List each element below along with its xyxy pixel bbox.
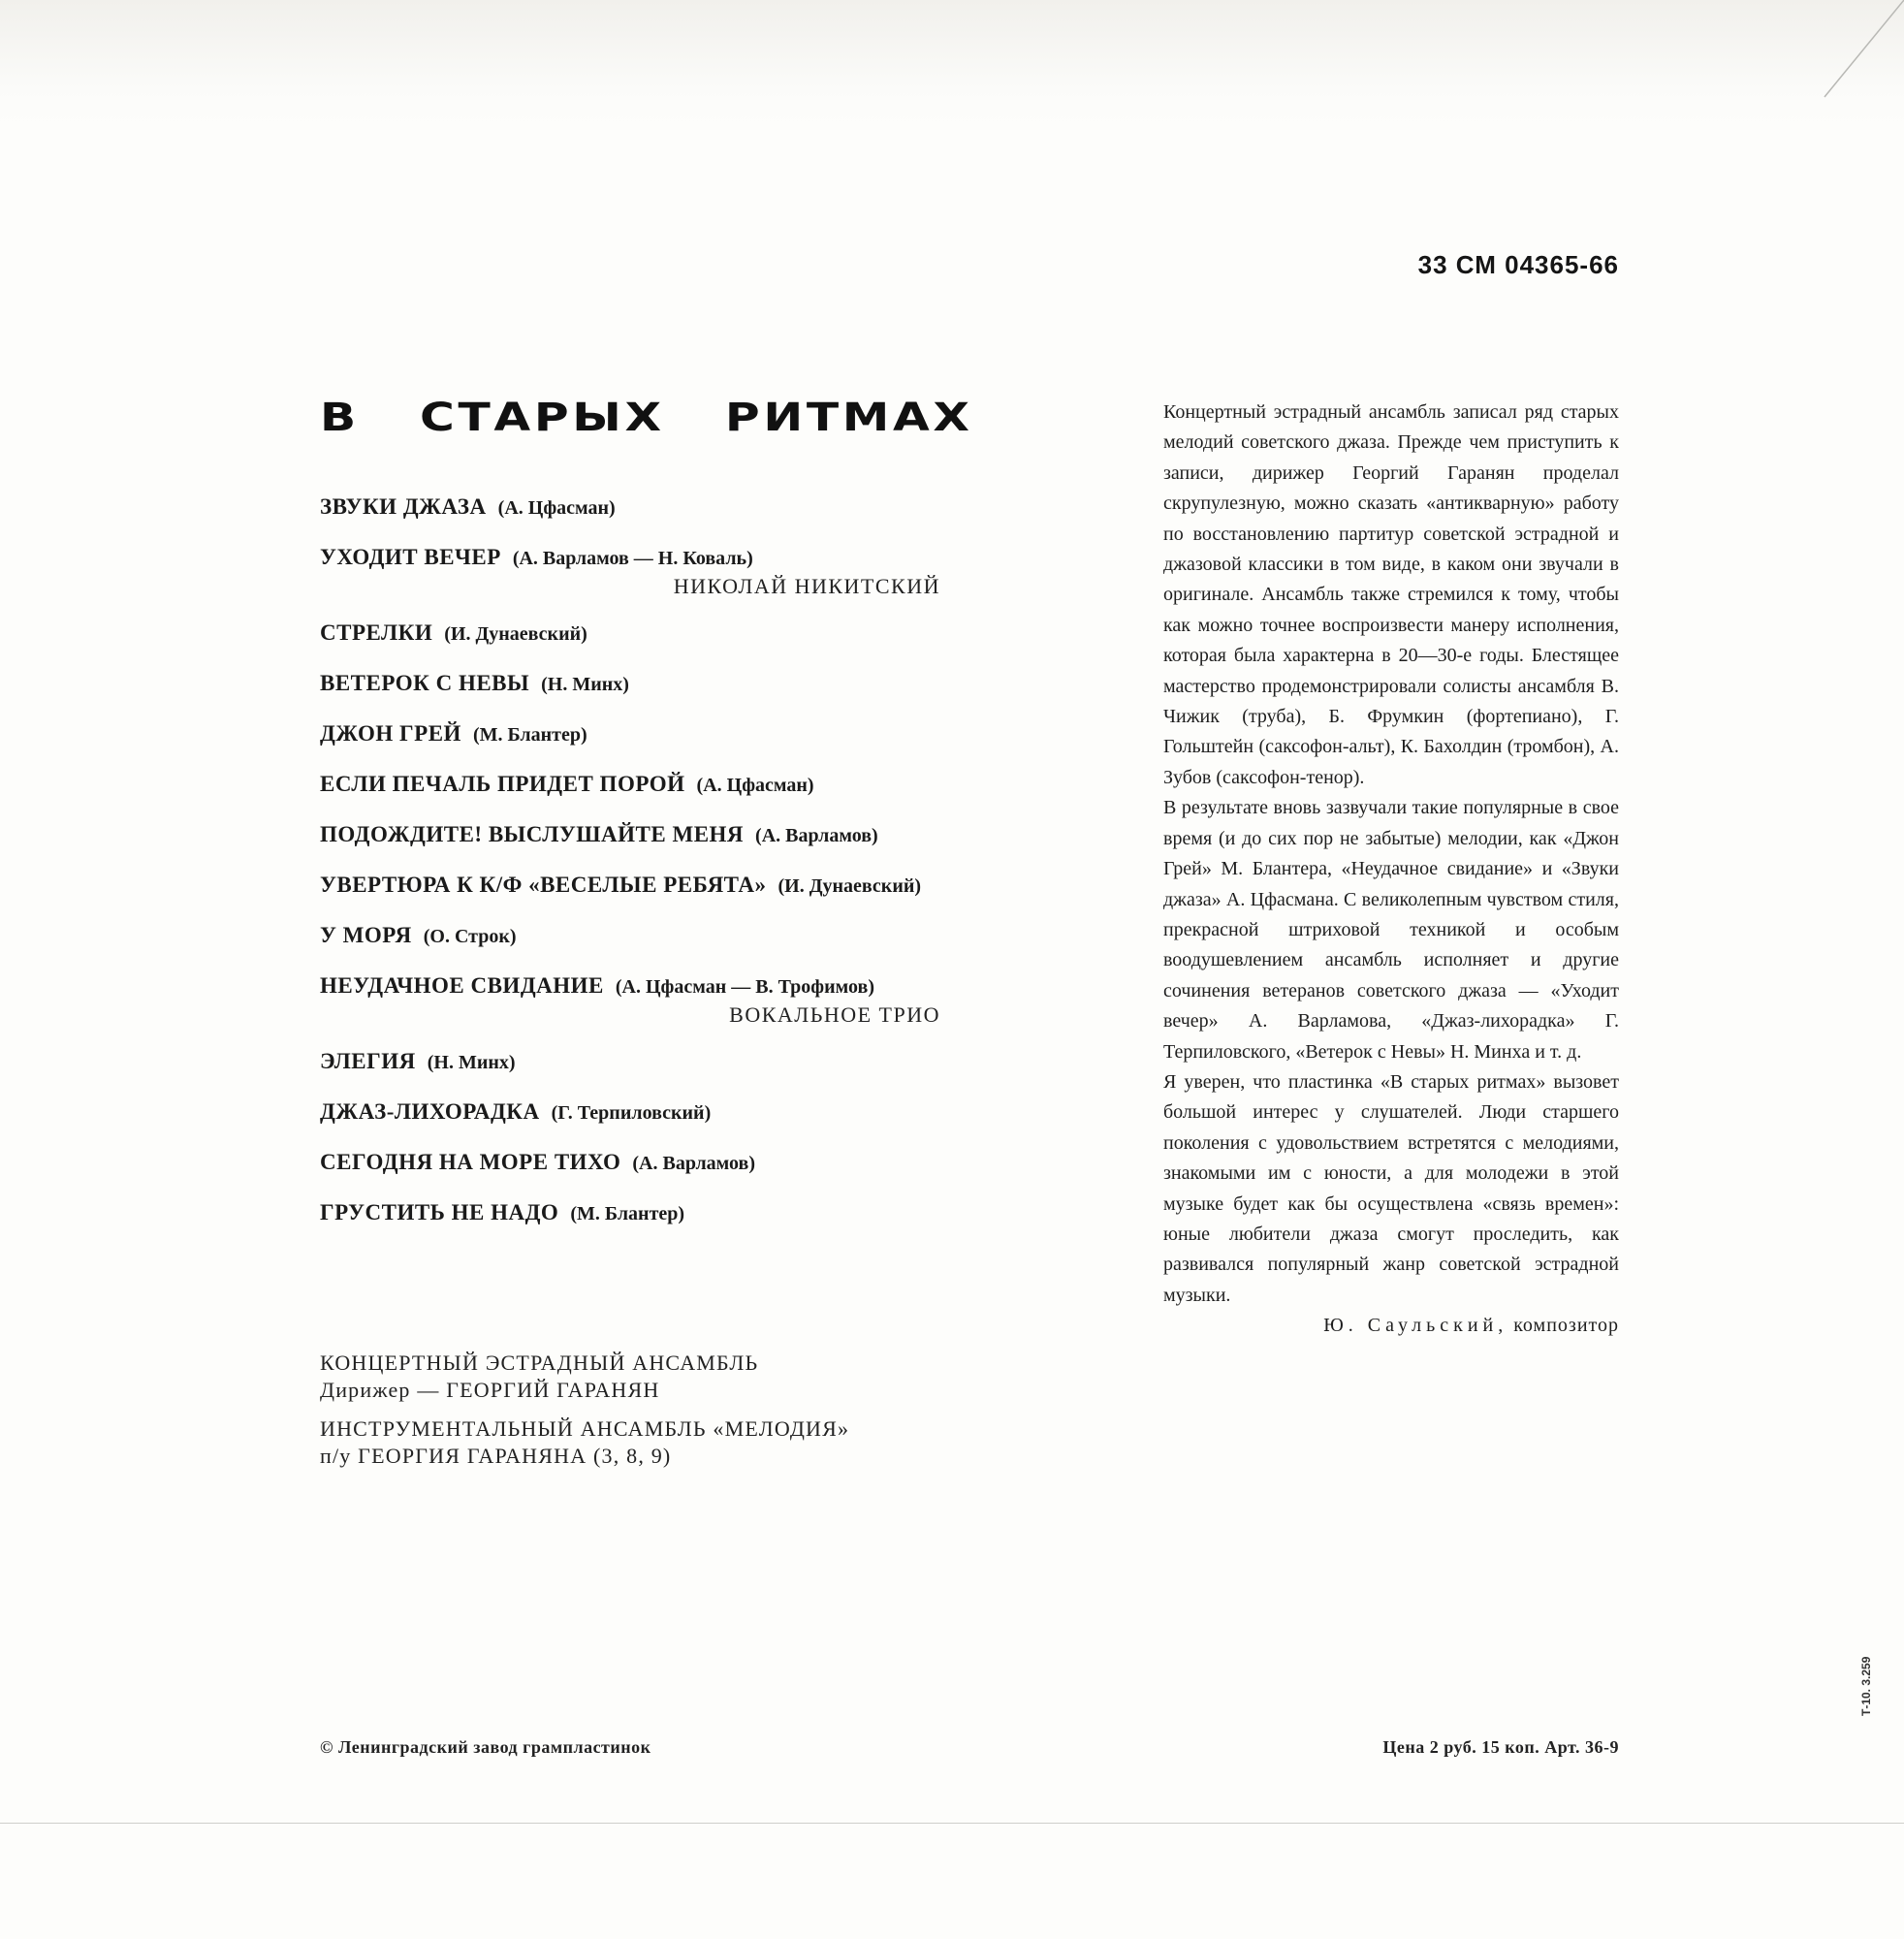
track-authors: (А. Варламов) bbox=[632, 1153, 756, 1174]
track-title: ДЖАЗ-ЛИХОРАДКА bbox=[320, 1099, 540, 1124]
liner-notes-paragraph: Я уверен, что пластинка «В старых ритмах» вызовет большой интерес у слушателей. Люди старшего поколения с удовольствием встретятся с мелодиями, знакомыми им с юности, а для молодежи в этой музыке будет как бы осуществлена «связь времен»: юные любители джаза смогут проследить, как развивался популярный жанр советской эстрадной музыки. bbox=[1163, 1070, 1619, 1306]
top-fold-shadow bbox=[0, 0, 1904, 126]
track-title: ЕСЛИ ПЕЧАЛЬ ПРИДЕТ ПОРОЙ bbox=[320, 772, 685, 796]
track-authors: (М. Блантер) bbox=[472, 724, 587, 746]
track-authors: (И. Дунаевский) bbox=[444, 623, 587, 645]
track-item bbox=[320, 923, 1037, 948]
track-item bbox=[320, 822, 1037, 847]
track-authors: (И. Дунаевский) bbox=[777, 875, 922, 897]
track-performer: ВОКАЛЬНОЕ ТРИО bbox=[729, 1002, 940, 1027]
track-title: ГРУСТИТЬ НЕ НАДО bbox=[320, 1200, 559, 1224]
price-line: Цена 2 руб. 15 коп. Арт. 36-9 bbox=[1382, 1737, 1619, 1757]
track-item bbox=[320, 772, 1037, 797]
signature-role: композитор bbox=[1513, 1315, 1619, 1337]
second-ensemble-name: ИНСТРУМЕНТАЛЬНЫЙ АНСАМБЛЬ «МЕЛОДИЯ» bbox=[320, 1416, 850, 1441]
track-title: У МОРЯ bbox=[320, 923, 412, 947]
track-title: ВЕТЕРОК С НЕВЫ bbox=[320, 671, 530, 695]
publisher-line: © Ленинградский завод грампластинок bbox=[320, 1737, 651, 1757]
catalog-number: 33 СМ 04365-66 bbox=[1417, 250, 1619, 279]
track-authors: (Н. Минх) bbox=[427, 1052, 516, 1073]
track-authors: (А. Варламов — Н. Коваль) bbox=[512, 548, 753, 569]
track-item bbox=[320, 1049, 1037, 1074]
track-title: ЗВУКИ ДЖАЗА bbox=[320, 494, 487, 519]
track-title: СТРЕЛКИ bbox=[320, 620, 433, 645]
bottom-fold-line bbox=[0, 1823, 1904, 1824]
track-authors: (Г. Терпиловский) bbox=[551, 1102, 712, 1124]
signature-name: Ю. Саульский, bbox=[1323, 1315, 1508, 1337]
track-item bbox=[320, 620, 1037, 646]
track-item bbox=[320, 494, 1037, 520]
track-item bbox=[320, 721, 1037, 747]
track-item bbox=[320, 1099, 1037, 1125]
track-item bbox=[320, 545, 1037, 599]
liner-notes bbox=[1163, 397, 1619, 1342]
track-authors: (А. Цфасман) bbox=[497, 497, 616, 519]
credits bbox=[320, 1350, 940, 1481]
track-item bbox=[320, 973, 1037, 1028]
conductor: Дирижер — ГЕОРГИЙ ГАРАНЯН bbox=[320, 1378, 660, 1402]
track-item bbox=[320, 1150, 1037, 1175]
track-authors: (А. Цфасман) bbox=[696, 775, 814, 796]
liner-notes-paragraph: Концертный эстрадный ансамбль записал ряд старых мелодий советского джаза. Прежде чем приступить к записи, дирижер Георгий Гаранян проделал скрупулезную, можно сказать «антикварную» работу по восстановлению партитур советской эстрадной и джазовой классики в том виде, в каком они звучали в оригинале. Ансамбль также стремился к тому, чтобы как можно точнее воспроизвести манеру исполнения, которая была характерна в 20—30-е годы. Блестящее мастерство продемонстрировали солисты ансамбля В. Чижик (труба), Б. Фрумкин (фортепиано), Г. Гольштейн (саксофон-альт), К. Бахолдин (тромбон), А. Зубов (саксофон-тенор). bbox=[1163, 401, 1619, 788]
track-title: СЕГОДНЯ НА МОРЕ ТИХО bbox=[320, 1150, 621, 1174]
track-performer: НИКОЛАЙ НИКИТСКИЙ bbox=[673, 574, 940, 598]
track-authors: (А. Цфасман — В. Трофимов) bbox=[615, 976, 874, 998]
track-title: УВЕРТЮРА К К/Ф «ВЕСЕЛЫЕ РЕБЯТА» bbox=[320, 873, 767, 897]
track-authors: (Н. Минх) bbox=[541, 674, 629, 695]
ensemble-name: КОНЦЕРТНЫЙ ЭСТРАДНЫЙ АНСАМБЛЬ bbox=[320, 1351, 759, 1375]
corner-fold-mark bbox=[1768, 0, 1904, 107]
liner-notes-signature bbox=[1163, 1311, 1619, 1341]
side-print-code: Т-10. 3.259 bbox=[1859, 1656, 1873, 1716]
track-title: ДЖОН ГРЕЙ bbox=[320, 721, 461, 746]
track-list bbox=[320, 494, 1037, 1251]
track-authors: (О. Строк) bbox=[423, 926, 517, 947]
track-item bbox=[320, 1200, 1037, 1225]
liner-notes-paragraph: В результате вновь зазвучали такие популярные в свое время (и до сих пор не забытые) мелодии, как «Джон Грей» М. Блантера, «Неудачное свидание» и «Звуки джаза» А. Цфасмана. С великолепным чувством стиля, прекрасной штриховой техникой и особым воодушевлением ансамбль исполняет и другие сочинения ветеранов советского джаза — «Уходит вечер» А. Варламова, «Джаз-лихорадка» Г. Терпиловского, «Ветерок с Невы» Н. Минха и т. д. bbox=[1163, 797, 1619, 1063]
track-authors: (А. Варламов) bbox=[755, 825, 878, 846]
track-title: УХОДИТ ВЕЧЕР bbox=[320, 545, 501, 569]
track-title: ЭЛЕГИЯ bbox=[320, 1049, 416, 1073]
track-authors: (М. Блантер) bbox=[570, 1203, 685, 1224]
track-item bbox=[320, 873, 1037, 898]
album-title: В СТАРЫХ РИТМАХ bbox=[320, 396, 973, 440]
second-ensemble-lead: п/у ГЕОРГИЯ ГАРАНЯНА (3, 8, 9) bbox=[320, 1444, 672, 1468]
track-title: ПОДОЖДИТЕ! ВЫСЛУШАЙТЕ МЕНЯ bbox=[320, 822, 745, 846]
track-item bbox=[320, 671, 1037, 696]
track-title: НЕУДАЧНОЕ СВИДАНИЕ bbox=[320, 973, 604, 998]
